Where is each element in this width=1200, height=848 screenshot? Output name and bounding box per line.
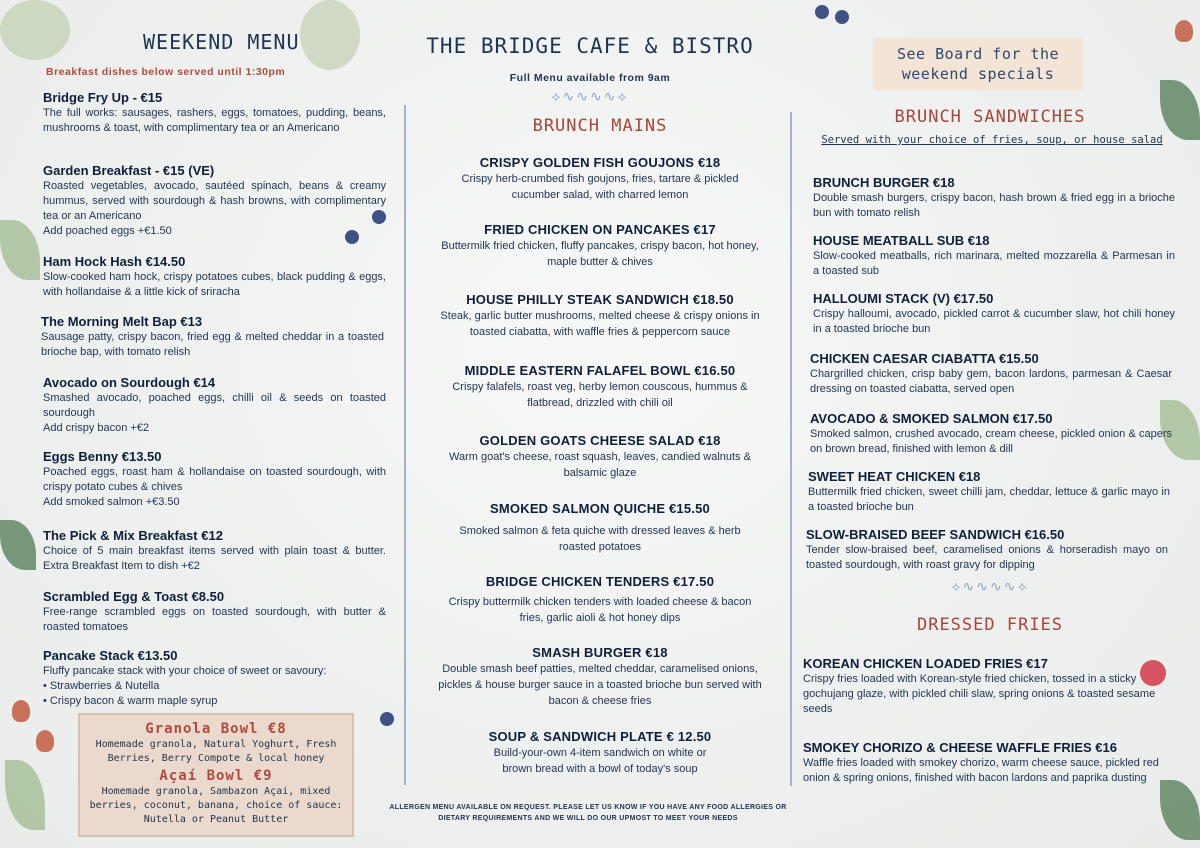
- item-description: Slow-cooked ham hock, crispy potatoes cubes, black pudding & eggs, with hollandaise & a little kick of sriracha: [43, 271, 386, 298]
- ornament-divider: ⟡∿∿∿∿⟡: [951, 578, 1029, 594]
- leaf-decoration: [5, 760, 45, 830]
- weekend-menu-title: WEEKEND MENU: [143, 30, 300, 54]
- item-name: SMOKED SALMON QUICHE €15.50: [490, 501, 710, 516]
- avocado-decoration: [0, 0, 70, 60]
- item-description: Double smash beef patties, melted cheddar, caramelised onions, pickles & house burger sauce in a toasted brioche bun served with bacon & cheese fries: [438, 663, 762, 707]
- item-name: Eggs Benny €13.50: [43, 449, 162, 464]
- berry-decoration: [380, 712, 394, 726]
- item-description: Crispy herb-crumbed fish goujons, fries, tartare & pickled cucumber salad, with charred lemon: [461, 173, 739, 201]
- menu-item: [41, 314, 384, 360]
- bowl-description: Homemade granola, Sambazon Açai, mixed berries, coconut, banana, choice of sauce: Nutella or Peanut Butter: [89, 786, 343, 825]
- item-description: The full works: sausages, rashers, eggs, tomatoes, pudding, beans, mushrooms & toast, with complimentary tea or an Americano: [43, 107, 386, 134]
- item-description: Smoked salmon, crushed avocado, cream cheese, pickled onion & capers on brown bread, finished with lemon & dill: [810, 428, 1172, 455]
- ornament-divider: ⟡∿∿∿∿⟡: [551, 88, 629, 104]
- item-description: Roasted vegetables, avocado, sautéed spinach, beans & creamy hummus, served with sourdough & hash browns, with complimentary tea or an Americano: [43, 180, 386, 222]
- item-description: Steak, garlic butter mushrooms, melted cheese & crispy onions in toasted ciabatta, with waffle fries & peppercorn sauce: [440, 310, 760, 338]
- menu-item: [810, 411, 1172, 457]
- menu-item: [420, 573, 780, 626]
- menu-item: [420, 432, 780, 481]
- item-name: FRIED CHICKEN ON PANCAKES €17: [484, 222, 716, 237]
- menu-item: [808, 469, 1170, 515]
- column-divider-right: [790, 112, 792, 786]
- item-name: BRIDGE CHICKEN TENDERS €17.50: [485, 574, 715, 589]
- menu-item: [813, 175, 1175, 221]
- item-description: Crispy fries loaded with Korean-style fried chicken, tossed in a sticky gochujang glaze, with pickled chili slaw, spring onions & toasted sesame seeds: [803, 673, 1156, 715]
- item-name: GOLDEN GOATS CHEESE SALAD €18: [479, 433, 721, 448]
- menu-item: [43, 254, 386, 300]
- section-title-brunch-mains: BRUNCH MAINS: [532, 116, 668, 136]
- bowls-box: [78, 713, 354, 837]
- item-description: Double smash burgers, crispy bacon, hash brown & fried egg in a brioche bun with tomato relish: [813, 192, 1175, 219]
- item-name: SWEET HEAT CHICKEN €18: [808, 469, 981, 484]
- item-name: Ham Hock Hash €14.50: [43, 254, 186, 269]
- section-title-dressed-fries: DRESSED FRIES: [916, 615, 1064, 635]
- item-name: HOUSE MEATBALL SUB €18: [813, 233, 990, 248]
- item-description: Smashed avocado, poached eggs, chilli oil & seeds on toasted sourdough: [43, 392, 386, 419]
- item-name: SMASH BURGER €18: [532, 645, 668, 660]
- item-description: Sausage patty, crispy bacon, fried egg & melted cheddar in a toasted brioche bap, with tomato relish: [41, 331, 384, 358]
- menu-item: [420, 154, 780, 203]
- column-divider-left: [404, 105, 406, 785]
- menu-item: [420, 291, 780, 340]
- item-name: HALLOUMI STACK (V) €17.50: [813, 291, 994, 306]
- sandwich-serving-note: Served with your choice of fries, soup, or house salad: [821, 134, 1163, 146]
- item-addon: Add smoked salmon +€3.50: [43, 496, 180, 508]
- section-title-brunch-sandwiches: BRUNCH SANDWICHES: [894, 107, 1086, 127]
- item-name: SOUP & SANDWICH PLATE € 12.50: [488, 729, 712, 744]
- item-description: Fluffy pancake stack with your choice of sweet or savoury:: [43, 665, 327, 677]
- leaf-decoration: [0, 220, 40, 280]
- item-name: The Pick & Mix Breakfast €12: [43, 528, 223, 543]
- breakfast-note: Breakfast dishes below served until 1:30pm: [46, 66, 286, 78]
- menu-item: [420, 644, 780, 709]
- item-description: Warm goat's cheese, roast squash, leaves, candied walnuts & balsamic glaze: [449, 451, 751, 479]
- menu-item: [806, 527, 1168, 573]
- item-name: SLOW-BRAISED BEEF SANDWICH €16.50: [806, 527, 1065, 542]
- flower-decoration: [12, 700, 30, 722]
- specials-board-note: See Board for the weekend specials: [873, 38, 1083, 90]
- menu-item: [420, 728, 780, 777]
- item-description: Poached eggs, roast ham & hollandaise on toasted sourdough, with crispy potato cubes & chives: [43, 466, 386, 493]
- item-name: AVOCADO & SMOKED SALMON €17.50: [810, 411, 1053, 426]
- item-description: Buttermilk fried chicken, sweet chilli jam, cheddar, lettuce & garlic mayo in a toasted brioche bun: [808, 486, 1170, 513]
- item-description: Build-your-own 4-item sandwich on white or brown bread with a bowl of today's soup: [493, 747, 707, 775]
- item-name: The Morning Melt Bap €13: [41, 314, 203, 329]
- item-name: Scrambled Egg & Toast €8.50: [43, 589, 225, 604]
- allergen-note: ALLERGEN MENU AVAILABLE ON REQUEST. PLEASE LET US KNOW IF YOU HAVE ANY FOOD ALLERGIES OR DIETARY REQUIREMENTS AND WE WILL DO OUR UPMOST TO MEET YOUR NEEDS: [389, 804, 787, 822]
- item-description: Free-range scrambled eggs on toasted sourdough, with butter & roasted tomatoes: [43, 606, 386, 633]
- menu-item: [803, 656, 1167, 717]
- flower-decoration: [36, 730, 54, 752]
- item-description: Crispy halloumi, avocado, pickled carrot & cucumber slaw, hot chili honey in a toasted brioche bun: [813, 308, 1175, 335]
- menu-item: [813, 291, 1175, 337]
- item-addon: Add poached eggs +€1.50: [43, 225, 172, 237]
- flower-decoration: [1175, 20, 1193, 42]
- berry-decoration: [835, 10, 849, 24]
- item-name: HOUSE PHILLY STEAK SANDWICH €18.50: [466, 292, 734, 307]
- menu-item: [43, 449, 386, 510]
- leaf-decoration: [0, 520, 36, 570]
- item-description: Tender slow-braised beef, caramelised onions & horseradish mayo on toasted sourdough, with roast gravy for dipping: [806, 544, 1168, 571]
- avocado-decoration: [300, 0, 360, 70]
- menu-item: [43, 648, 386, 709]
- item-description: Slow-cooked meatballs, rich marinara, melted mozzarella & Parmesan in a toasted sub: [813, 250, 1175, 277]
- menu-item: [43, 528, 386, 574]
- menu-item: [43, 375, 386, 436]
- item-name: SMOKEY CHORIZO & CHEESE WAFFLE FRIES €16: [803, 740, 1117, 755]
- menu-item: [810, 351, 1172, 397]
- item-name: Bridge Fry Up - €15: [43, 90, 163, 105]
- item-name: Pancake Stack €13.50: [43, 648, 178, 663]
- menu-item: [813, 233, 1175, 279]
- item-name: CRISPY GOLDEN FISH GOUJONS €18: [479, 155, 721, 170]
- menu-item: [420, 221, 780, 270]
- item-name: MIDDLE EASTERN FALAFEL BOWL €16.50: [464, 363, 736, 378]
- item-description: Chargrilled chicken, crisp baby gem, bacon lardons, parmesan & Caesar dressing on toasted ciabatta, served open: [810, 368, 1172, 395]
- bowl-description: Homemade granola, Natural Yoghurt, Fresh Berries, Berry Compote & local honey: [95, 739, 337, 764]
- item-name: Garden Breakfast - €15 (VE): [43, 163, 215, 178]
- menu-item: [420, 500, 780, 555]
- cafe-title: THE BRIDGE CAFE & BISTRO: [426, 34, 754, 58]
- leaf-decoration: [1160, 780, 1200, 840]
- berry-decoration: [815, 5, 829, 19]
- item-description: Crispy buttermilk chicken tenders with loaded cheese & bacon fries, garlic aioli & hot honey dips: [448, 596, 752, 624]
- item-description: Crispy falafels, roast veg, herby lemon couscous, hummus & flatbread, drizzled with chili oil: [452, 381, 748, 409]
- item-name: KOREAN CHICKEN LOADED FRIES €17: [803, 656, 1048, 671]
- full-menu-note: Full Menu available from 9am: [509, 72, 671, 84]
- bowl-name: Granola Bowl €8: [145, 721, 287, 737]
- leaf-decoration: [1160, 80, 1200, 140]
- item-name: Avocado on Sourdough €14: [43, 375, 216, 390]
- item-description: Waffle fries loaded with smokey chorizo, warm cheese sauce, pickled red onion & spring onions, finished with bacon lardons and paprika dusting: [803, 757, 1159, 784]
- menu-item: [803, 740, 1167, 786]
- item-description: Choice of 5 main breakfast items served with plain toast & butter. Extra Breakfast Item to dish +€2: [43, 545, 386, 572]
- menu-item: [43, 90, 386, 136]
- item-description: Smoked salmon & feta quiche with dressed leaves & herb roasted potatoes: [459, 525, 741, 553]
- item-addon: Add crispy bacon +€2: [43, 422, 150, 434]
- item-name: BRUNCH BURGER €18: [813, 175, 955, 190]
- item-description: Buttermilk fried chicken, fluffy pancakes, crispy bacon, hot honey, maple butter & chives: [441, 240, 759, 268]
- bowl-name: Açaí Bowl €9: [159, 768, 273, 784]
- menu-item: [420, 362, 780, 411]
- menu-item: [43, 163, 386, 239]
- item-addon: • Strawberries & Nutella • Crispy bacon & warm maple syrup: [43, 680, 218, 707]
- menu-item: [43, 589, 386, 635]
- item-name: CHICKEN CAESAR CIABATTA €15.50: [810, 351, 1039, 366]
